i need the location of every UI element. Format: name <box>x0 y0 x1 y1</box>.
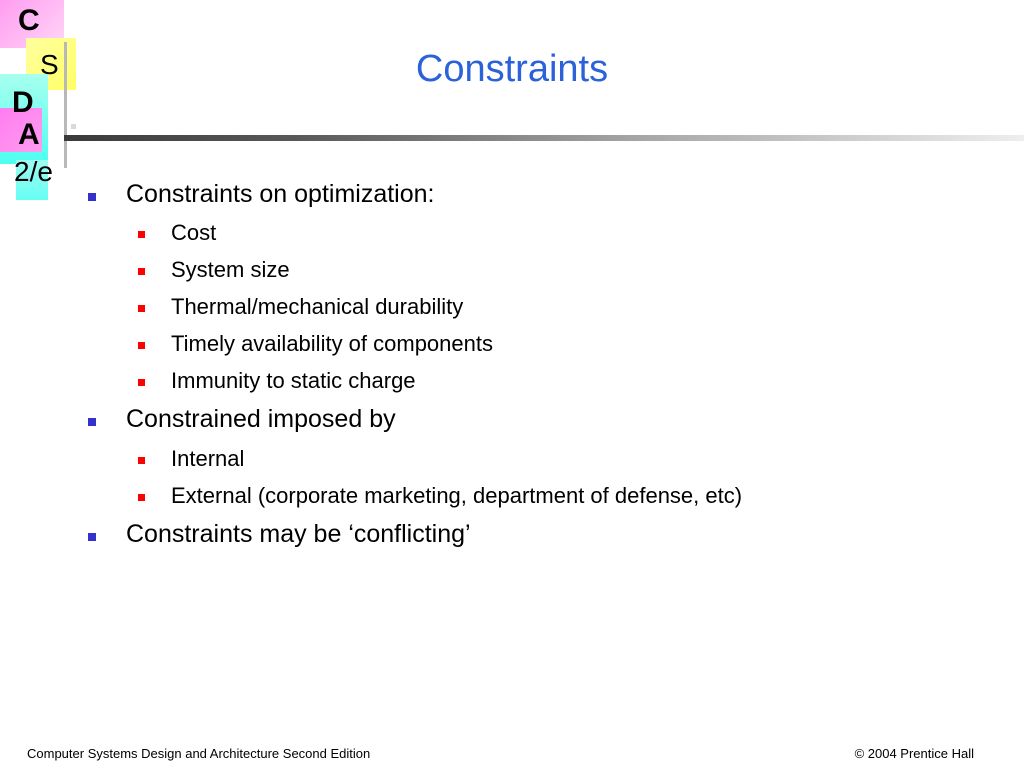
square-bullet-icon <box>88 418 96 426</box>
slide-title: Constraints <box>415 48 609 90</box>
square-bullet-icon <box>138 231 145 238</box>
sub-bullet-text: Timely availability of components <box>171 331 493 356</box>
sub-bullet-text: Cost <box>171 220 217 245</box>
logo-letter-c: C <box>18 4 40 37</box>
footer-copyright: © 2004 Prentice Hall <box>854 746 974 761</box>
footer-book-title: Computer Systems Design and Architecture Second Edition <box>27 746 371 761</box>
sub-bullet-text: Internal <box>171 446 245 471</box>
logo-edition: 2/e <box>14 156 53 187</box>
bullet-text: Constrained imposed by <box>126 405 396 433</box>
sub-bullet-text: Thermal/mechanical durability <box>171 294 464 319</box>
square-bullet-icon <box>138 379 145 386</box>
square-bullet-icon <box>138 268 145 275</box>
bullet-text: Constraints on optimization: <box>126 180 435 208</box>
square-bullet-icon <box>138 305 145 312</box>
sub-bullet-text: System size <box>171 257 290 282</box>
square-bullet-icon <box>88 193 96 201</box>
logo-letter-a: A <box>18 118 40 151</box>
square-bullet-icon <box>138 494 145 501</box>
logo-letter-d: D <box>12 86 34 119</box>
square-bullet-icon <box>138 457 145 464</box>
bullet-text: Constraints may be ‘conflicting’ <box>126 520 471 548</box>
square-bullet-icon <box>88 533 96 541</box>
sub-bullet-text: External (corporate marketing, department of defense, etc) <box>171 483 743 508</box>
square-bullet-icon <box>138 342 145 349</box>
logo-letter-s: S <box>40 49 59 80</box>
sub-bullet-text: Immunity to static charge <box>171 368 416 393</box>
